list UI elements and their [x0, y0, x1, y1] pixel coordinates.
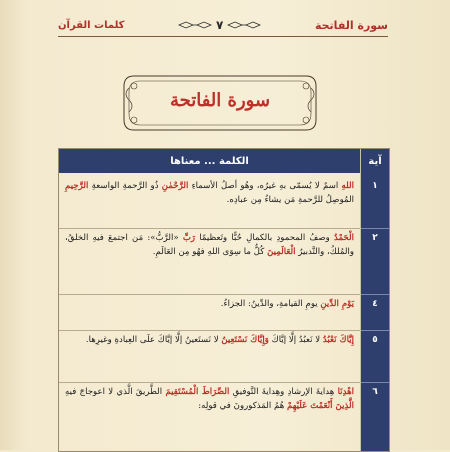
- quran-term: إِيَّاكَ نَعْبُدُ: [322, 335, 354, 345]
- term-meaning: لا نَعبُدُ إلَّا إيَّاكَ: [268, 335, 323, 345]
- table-body: [59, 173, 389, 451]
- verse-number: ٥: [372, 335, 378, 345]
- term-meaning: لا نَستَعينُ إلَّا إيَّاكَ علَى العِبادةِ وغيرِها.: [85, 335, 222, 345]
- verse-number: ٢: [372, 233, 378, 243]
- ornament-icon: [178, 21, 212, 29]
- quran-term: الرَّحْمٰنِ: [161, 181, 189, 191]
- quran-term: اهْدِنَا: [337, 387, 355, 397]
- quran-term: الرَّحِيمِ: [65, 181, 89, 191]
- row-divider: [361, 382, 389, 383]
- verse-number: ٦: [372, 387, 378, 397]
- page-number-group: [178, 18, 261, 32]
- verse-number: ٤: [372, 299, 378, 309]
- row-divider: [361, 228, 389, 229]
- table-row: [65, 297, 354, 311]
- ornament-icon: [227, 21, 261, 29]
- term-meaning: ذُو الرَّحمةِ الواسعةِ: [88, 181, 162, 191]
- term-meaning: اسمٌ لا يُسمّى بهِ غيرُه، وهُو أصلُ الأسماءِ: [188, 181, 342, 191]
- term-meaning: هِدايةَ الإرشادِ وهِدايةَ التَّوفيقِ: [229, 387, 338, 397]
- vocabulary-table: [58, 148, 390, 452]
- quran-term: الْحَمْدُ: [333, 233, 354, 243]
- quran-term: الصِّرَاطَ الْمُسْتَقِيمَ: [165, 387, 230, 397]
- term-meaning: كُلُّ ما سِوَى اللهِ فهُو مِن العَالَمِ.: [152, 247, 268, 257]
- term-meaning: «الرَّبُّ»: مَن اجتمعَ فيهِ الخلقُ، والمُلكُ، والتَّدبيرُ: [65, 233, 354, 257]
- meaning-column: [59, 173, 360, 451]
- term-meaning: الطَّريقَ الَّذي لا اعوجاجَ فيهِ: [65, 387, 166, 397]
- surah-title: سورة الفاتحة: [169, 90, 271, 111]
- row-divider: [361, 294, 389, 295]
- term-meaning: وصفُ المحمودِ بالكمالِ حُبًّا وتَعظيمًا: [195, 233, 334, 243]
- table-row: [65, 333, 354, 347]
- row-divider: [361, 330, 389, 331]
- quran-term: اللهِ: [341, 181, 354, 191]
- table-header: [59, 149, 389, 173]
- surah-title-cartouche: [120, 72, 320, 134]
- term-meaning: يومِ القيامةِ، والدِّينُ: الجزاءُ.: [220, 299, 321, 309]
- table-row: [65, 231, 354, 259]
- running-header: [58, 14, 388, 37]
- column-header-verse: آية: [360, 149, 389, 173]
- row-divider: [59, 228, 360, 229]
- term-meaning: هُمُ المَذكورونَ في قولِه:: [198, 401, 287, 411]
- running-header-surah: سورة الفاتحة: [314, 18, 388, 32]
- quran-term: الْعَالَمِينَ: [267, 247, 296, 257]
- quran-term: رَبِّ: [182, 233, 196, 243]
- column-header-word: الكلمة ... معناها: [170, 155, 249, 167]
- table-row: [65, 385, 354, 413]
- table-row: [65, 179, 354, 207]
- row-divider: [59, 382, 360, 383]
- row-divider: [59, 294, 360, 295]
- verse-number-column: [360, 173, 389, 451]
- quran-term: الَّذِينَ أَنْعَمْتَ عَلَيْهِمْ: [286, 401, 354, 411]
- row-divider: [59, 330, 360, 331]
- quran-term: يَوْمِ الدِّينِ: [320, 299, 354, 309]
- quran-term: وَإِيَّاكَ نَسْتَعِينُ: [221, 335, 269, 345]
- term-meaning: المُوصِلُ للرَّحمةِ مَن يشاءُ مِن عبادِه.: [226, 195, 354, 205]
- running-header-book-title: كلمات القرآن: [58, 19, 125, 31]
- verse-number: ١: [372, 181, 378, 191]
- page-number: ٧: [216, 18, 224, 32]
